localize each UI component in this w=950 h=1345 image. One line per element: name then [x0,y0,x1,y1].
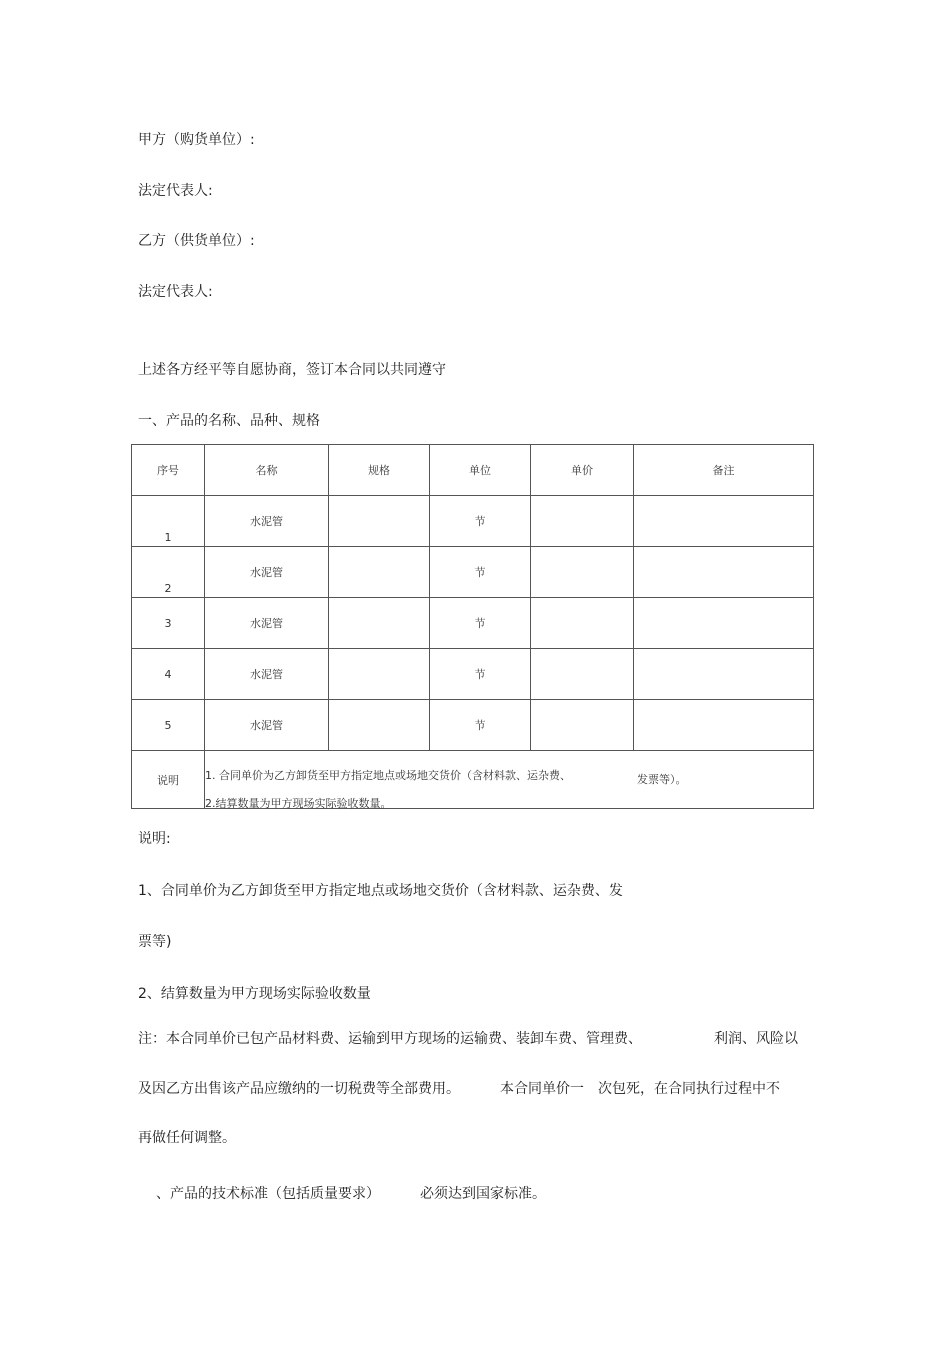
cell-name: 水泥管 [205,649,329,700]
cell-price [531,700,634,751]
cell-spec [329,700,430,751]
cell-no: 4 [132,649,205,700]
note-part-2c: 次包死，在合同执行过程中不 [598,1081,780,1097]
cell-price [531,496,634,547]
explanation-item-1-cont: 票等) [138,934,172,950]
table-row [132,547,814,598]
header-cell: 名称 [205,445,329,496]
explanation-item-2: 2、结算数量为甲方现场实际验收数量 [138,986,371,1002]
note-label: 说明 [132,751,205,809]
cell-remark [634,547,814,598]
cell-unit: 节 [430,496,531,547]
note-line-1-tail: 发票等）。 [637,773,687,786]
note-part-2b: 本合同单价一 [500,1081,584,1097]
note-part-2a: 及因乙方出售该产品应缴纳的一切税费等全部费用。 [138,1081,460,1097]
table-row [132,598,814,649]
cell-remark [634,598,814,649]
cell-price [531,598,634,649]
explanation-item-1: 1、合同单价为乙方卸货至甲方指定地点或场地交货价（含材料款、运杂费、发 [138,883,623,899]
section2-line [156,1185,546,1203]
party-b-line: 乙方（供货单位）: [138,233,255,249]
cell-spec [329,496,430,547]
section2-title: 、产品的技术标准（包括质量要求） [156,1186,380,1202]
cell-spec [329,547,430,598]
cell-remark [634,496,814,547]
header-cell: 备注 [634,445,814,496]
rep-b-line: 法定代表人: [138,284,213,300]
cell-name: 水泥管 [205,496,329,547]
note-line-c: 再做任何调整。 [138,1130,236,1146]
cell-no: 2 [132,547,205,598]
explanation-label: 说明: [138,831,171,847]
note-part-1a: 注：本合同单价已包产品材料费、运输到甲方现场的运输费、装卸车费、管理费、 [138,1031,642,1047]
header-cell: 规格 [329,445,430,496]
cell-unit: 节 [430,598,531,649]
note-part-1b: 利润、风险以 [714,1031,798,1047]
section1-title: 一、产品的名称、品种、规格 [138,413,320,429]
cell-no: 3 [132,598,205,649]
party-a-line: 甲方（购货单位）: [138,132,255,148]
cell-spec [329,649,430,700]
cell-name: 水泥管 [205,598,329,649]
table-row [132,496,814,547]
cell-unit: 节 [430,547,531,598]
note-content [205,751,814,809]
note-line-2: 2.结算数量为甲方现场实际验收数量。 [205,797,392,810]
cell-remark [634,700,814,751]
section2-requirement: 必须达到国家标准。 [420,1186,546,1202]
cell-name: 水泥管 [205,700,329,751]
cell-spec [329,598,430,649]
table-row [132,700,814,751]
cell-no: 1 [132,496,205,547]
cell-price [531,547,634,598]
note-line-1: 1. 合同单价为乙方卸货至甲方指定地点或场地交货价（含材料款、运杂费、 [205,769,571,782]
header-cell: 单位 [430,445,531,496]
cell-unit: 节 [430,649,531,700]
note-line-b [138,1080,780,1098]
cell-price [531,649,634,700]
cell-no: 5 [132,700,205,751]
rep-a-line: 法定代表人: [138,183,213,199]
table-row [132,649,814,700]
header-cell: 单价 [531,445,634,496]
intro-text: 上述各方经平等自愿协商，签订本合同以共同遵守 [138,362,446,378]
note-line-a [138,1030,798,1048]
table-header-row [132,445,814,496]
cell-remark [634,649,814,700]
cell-unit: 节 [430,700,531,751]
cell-name: 水泥管 [205,547,329,598]
header-cell: 序号 [132,445,205,496]
product-table [131,444,814,809]
table-note-row [132,751,814,809]
